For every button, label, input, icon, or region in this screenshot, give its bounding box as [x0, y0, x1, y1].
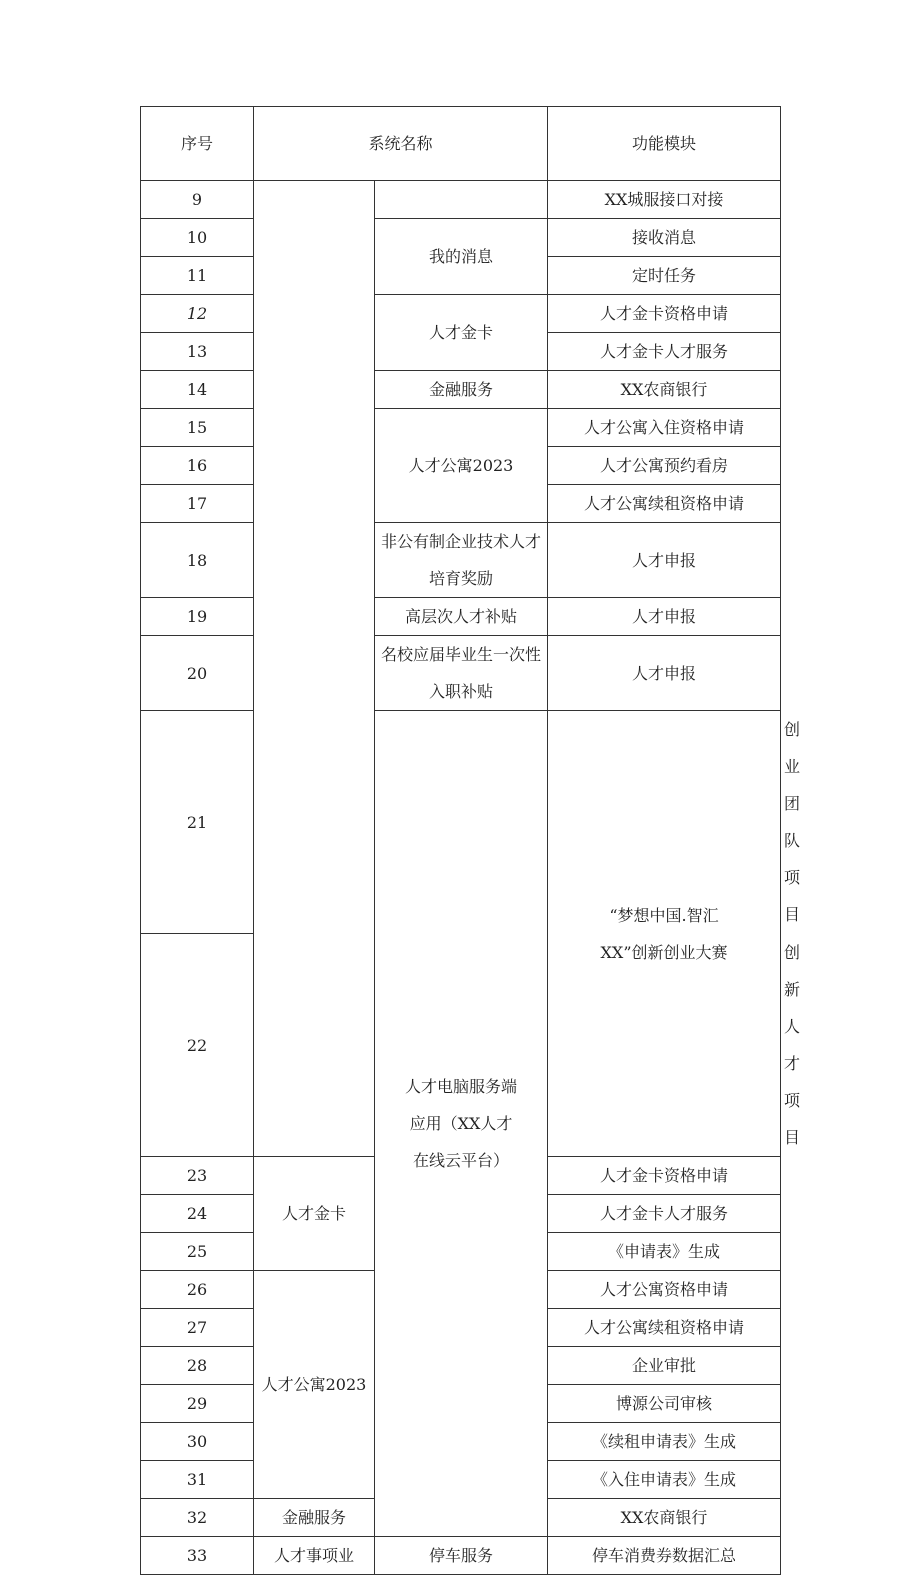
module-name-line: 入职补贴: [429, 682, 494, 701]
system-name-cell-blank: [254, 181, 375, 1157]
row-number: 14: [141, 371, 254, 409]
function-cell: 《申请表》生成: [548, 1233, 781, 1271]
module-name-cell: 人才公寓2023: [375, 409, 548, 523]
system-name-cell: 人才事项业: [254, 1537, 375, 1575]
module-name-line: 培育奖励: [429, 569, 494, 588]
function-cell: 博源公司审核: [548, 1385, 781, 1423]
row-number: 32: [141, 1499, 254, 1537]
module-name-cell: 我的消息: [375, 219, 548, 295]
module-name-line: 非公有制企业技术人才: [381, 532, 542, 551]
table-row: [141, 371, 781, 409]
function-cell: 企业审批: [548, 1347, 781, 1385]
row-number: 27: [141, 1309, 254, 1347]
table-row: [141, 1537, 781, 1575]
function-cell: 《续租申请表》生成: [548, 1423, 781, 1461]
module-name-cell: [375, 636, 548, 711]
table-row: [141, 636, 781, 711]
row-number: 31: [141, 1461, 254, 1499]
system-name-line: 应用（XX人才: [409, 1114, 513, 1133]
row-number: 28: [141, 1347, 254, 1385]
row-number: 23: [141, 1157, 254, 1195]
row-number: 9: [141, 181, 254, 219]
module-name-cell: [548, 711, 781, 1157]
function-cell: XX农商银行: [548, 1499, 781, 1537]
function-cell: 停车消费券数据汇总: [548, 1537, 781, 1575]
row-number: 29: [141, 1385, 254, 1423]
function-cell: XX城服接口对接: [548, 181, 781, 219]
table-row: 21 人才电脑服务端 应用（XX人才 在线云平台） “梦想中国.智汇 XX”创新创业大赛 创业团队项目: [141, 711, 781, 934]
table-row: [141, 219, 781, 257]
function-cell: 人才公寓续租资格申请: [548, 485, 781, 523]
module-name-cell: 金融服务: [254, 1499, 375, 1537]
module-name-cell: 人才公寓2023: [254, 1271, 375, 1499]
table-row: [141, 295, 781, 333]
module-name-cell: 人才金卡: [254, 1157, 375, 1271]
row-number: 30: [141, 1423, 254, 1461]
row-number: 19: [141, 598, 254, 636]
module-name-cell: 金融服务: [375, 371, 548, 409]
function-cell: 人才公寓入住资格申请: [548, 409, 781, 447]
function-cell: 人才申报: [548, 636, 781, 711]
function-cell: 人才金卡资格申请: [548, 295, 781, 333]
function-cell: 人才金卡人才服务: [548, 333, 781, 371]
row-number: 13: [141, 333, 254, 371]
module-name-line: XX”创新创业大赛: [600, 942, 728, 962]
row-number: 22: [141, 934, 254, 1157]
system-name-line: 在线云平台）: [413, 1151, 510, 1170]
module-name-cell: [375, 523, 548, 598]
row-number: 24: [141, 1195, 254, 1233]
module-name-line: “梦想中国.智汇: [609, 905, 719, 925]
module-name-cell: 停车服务: [375, 1537, 548, 1575]
table-row: [141, 523, 781, 598]
row-number: 11: [141, 257, 254, 295]
module-name-line: 名校应届毕业生一次性: [381, 645, 542, 664]
row-number: 33: [141, 1537, 254, 1575]
function-cell: 人才公寓预约看房: [548, 447, 781, 485]
table-row: [141, 409, 781, 447]
function-cell: 人才申报: [548, 523, 781, 598]
system-name-line: 人才电脑服务端: [405, 1077, 518, 1096]
row-number: 25: [141, 1233, 254, 1271]
row-number: 16: [141, 447, 254, 485]
row-number: 20: [141, 636, 254, 711]
row-number: 15: [141, 409, 254, 447]
module-name-cell-blank: [375, 181, 548, 219]
row-number: 12: [141, 295, 254, 333]
table-row: [141, 181, 781, 219]
header-index: 序号: [141, 107, 254, 181]
table-header-row: [141, 107, 781, 181]
function-cell: 人才公寓续租资格申请: [548, 1309, 781, 1347]
function-cell: 《入住申请表》生成: [548, 1461, 781, 1499]
row-number: 26: [141, 1271, 254, 1309]
module-name-cell: 人才金卡: [375, 295, 548, 371]
system-name-cell: [375, 711, 548, 1537]
table-row: 22 创新人才项目: [141, 934, 781, 1157]
function-cell: XX农商银行: [548, 371, 781, 409]
row-number: 18: [141, 523, 254, 598]
function-cell: 接收消息: [548, 219, 781, 257]
header-function-module: 功能模块: [548, 107, 781, 181]
row-number: 21: [141, 711, 254, 934]
function-cell: 人才申报: [548, 598, 781, 636]
system-function-table: [140, 106, 801, 1575]
row-number: 17: [141, 485, 254, 523]
function-cell: 定时任务: [548, 257, 781, 295]
row-number: 10: [141, 219, 254, 257]
header-system-name: 系统名称: [254, 107, 548, 181]
table-row: [141, 598, 781, 636]
function-cell: 人才公寓资格申请: [548, 1271, 781, 1309]
function-cell: 人才金卡资格申请: [548, 1157, 781, 1195]
module-name-cell: 高层次人才补贴: [375, 598, 548, 636]
function-cell: 人才金卡人才服务: [548, 1195, 781, 1233]
